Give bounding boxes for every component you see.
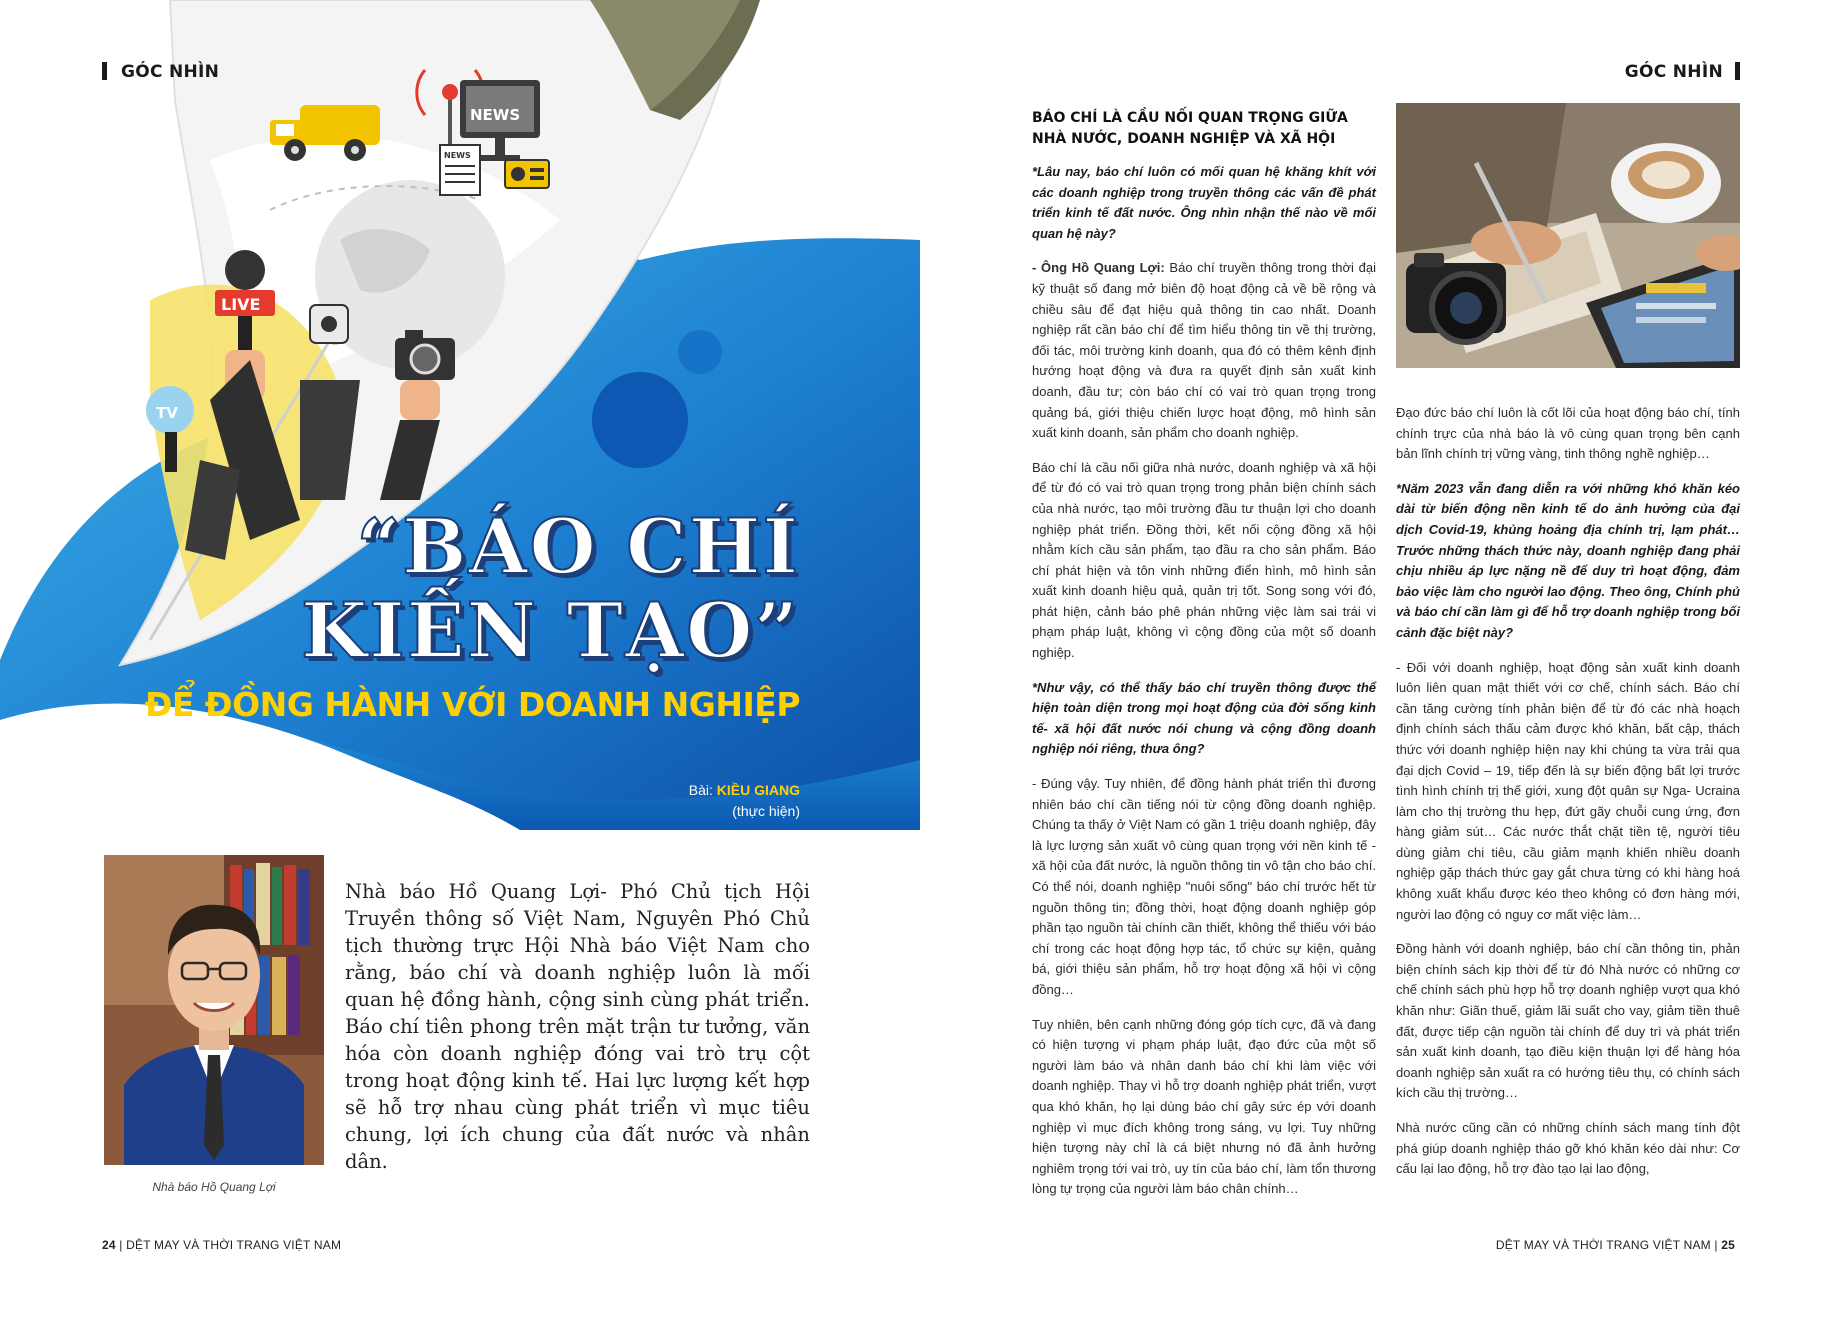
svg-text:NEWS: NEWS — [470, 106, 521, 124]
paragraph-col2-5: Nhà nước cũng cần có những chính sách mang tính đột phá giúp doanh nghiệp tháo gỡ khó khăn kéo dài như: Cơ cấu lại lao động, hỗ trợ đào tạo lại lao động, — [1396, 1120, 1740, 1177]
article-column-2 — [1396, 403, 1740, 1194]
byline-suffix: (thực hiện) — [732, 803, 800, 819]
article-photo — [1396, 103, 1740, 368]
folio-separator: | — [1710, 1238, 1722, 1252]
section-tag-label: GÓC NHÌN — [1624, 62, 1723, 82]
column-heading: BÁO CHÍ LÀ CẦU NỐI QUAN TRỌNG GIỮA NHÀ NƯỚC, DOANH NGHIỆP VÀ XÃ HỘI — [1032, 110, 1348, 147]
article-title — [40, 502, 800, 724]
paragraph-col2-1: Đạo đức báo chí luôn là cốt lõi của hoạt động báo chí, tính chính trực của nhà báo là vô cùng quan trọng bên cạnh bản lĩnh chính trị vững vàng, tinh thông nghề nghiệp… — [1396, 405, 1740, 462]
page-number: 25 — [1721, 1238, 1735, 1252]
svg-text:NEWS: NEWS — [444, 151, 471, 160]
publication-name: DỆT MAY VÀ THỜI TRANG VIỆT NAM — [1495, 1238, 1711, 1252]
right-page — [920, 0, 1840, 1324]
question-1: *Lâu nay, báo chí luôn có mối quan hệ khăng khít với các doanh nghiệp trong truyền thông các vấn đề phát triển kinh tế đất nước. Ông nhìn nhận thế nào về mối quan hệ này? — [1032, 164, 1376, 241]
recorder-icon — [310, 305, 348, 343]
paragraph-col2-4: Đồng hành với doanh nghiệp, báo chí cần thông tin, phản biện chính sách kịp thời để từ đó Nhà nước có những cơ chế chính sách phù hợp hỗ trợ doanh nghiệp vượt qua khó khăn như: Giãn thuế, giảm lãi suất cho vay, giảm tiền thuê đất, được tiếp cận nguồn tài chính để duy trì và phát triển sản xuất kinh doanh, tạo điều kiện thuận lợi để hàng hóa doanh nghiệp sản xuất ra có hướng tiêu thụ, có chính sách kích cầu thị trường… — [1396, 941, 1740, 1101]
answer-1-text: Báo chí truyền thông trong thời đại kỹ thuật số đang mở biên độ hoạt động cả về bề rộng và chiều sâu để đạt hiệu quả thông tin cao nhất. Doanh nghiệp rất cần báo chí để tìm hiểu thông tin về thị trường, đối tác, môi trường kinh doanh, qua đó có thêm kênh định hướng hoạt động và đưa ra quyết định sản xuất kinh doanh, đầu tư; còn báo chí có vai trò quan trọng trong quảng bá, giới thiệu chiến lược hoạt động, mô hình sản xuất kinh doanh, sản phẩm cho doanh nghiệp. — [1032, 260, 1376, 441]
answer-1-speaker: - Ông Hồ Quang Lợi: — [1032, 260, 1165, 276]
section-bar — [1735, 62, 1740, 80]
page-folio-left — [102, 1238, 341, 1252]
question-3: *Năm 2023 vẫn đang diễn ra với những khó khăn kéo dài từ biến động nền kinh tế do ảnh hưởng của đại dịch Covid-19, khủng hoảng địa chính trị, lạm phát… Trước những thách thức này, doanh nghiệp đang phải chịu nhiều áp lực nặng nề để duy trì hoạt động, đảm bảo việc làm cho người lao động. Theo ông, Chính phủ và báo chí cần làm gì để hỗ trợ doanh nghiệp trong bối cảnh đặc biệt này? — [1396, 480, 1740, 640]
byline-author: KIỀU GIANG — [716, 782, 800, 798]
page-number: 24 — [102, 1238, 116, 1252]
answer-1 — [1032, 258, 1376, 443]
intro-paragraph: Nhà báo Hồ Quang Lợi- Phó Chủ tịch Hội Truyền thông số Việt Nam, Nguyên Phó Chủ tịch thường trực Hội Nhà báo Việt Nam cho rằng, báo chí và doanh nghiệp luôn là mối quan hệ đồng hành, cộng sinh cùng phát triển. Báo chí tiên phong trên mặt trận tư tưởng, văn hóa còn doanh nghiệp đóng vai trò trụ cột trong hoạt động kinh tế. Hai lực lượng kết hợp sẽ hỗ trợ nhau cùng phát triển vì mục tiêu chung, lợi ích chung của đất nước và nhân dân. — [345, 880, 810, 1173]
byline-prefix: Bài: — [688, 782, 717, 798]
paragraph-3: Tuy nhiên, bên cạnh những đóng góp tích cực, đã và đang có hiện tượng vi phạm pháp luật, đạo đức của một số người làm báo và nhân danh báo chí khi làm việc với doanh nghiệp. Thay vì hỗ trợ doanh nghiệp phát triển, vượt qua khó khăn, họ lại dùng báo chí gây sức ép với doanh nghiệp vì mục đích không trong sáng, vụ lợi. Tuy những hiện tượng này chỉ là cá biệt nhưng nó đã ảnh hưởng nghiêm trọng tới vai trò, uy tín của báo chí, làm tổn thương lòng tự trọng của người làm báo chân chính… — [1032, 1016, 1376, 1197]
byline — [689, 780, 800, 822]
answer-2: - Đúng vậy. Tuy nhiên, để đồng hành phát triển thì đương nhiên báo chí cần tiếng nói từ cộng đồng doanh nghiệp. Chúng ta thấy ở Việt Nam có gần 1 triệu doanh nghiệp, đây là lực lượng sản xuất vô cùng quan trọng với nền kinh tế - xã hội của đất nước, là nguồn thông tin vô tận cho báo chí. Có thể nói, doanh nghiệp "nuôi sống" báo chí trước hết từ nguồn thông tin; đồng thời, hoạt động doanh nghiệp góp phần tạo nguồn tài chính cần thiết, không thể thiếu với báo chí trong các hoạt động hợp tác, tổ chức sự kiện, quảng bá, giới thiệu sản phẩm, hỗ trợ hoạt động xã hội vì cộng đồng… — [1032, 776, 1376, 997]
radio-icon — [505, 160, 549, 188]
question-2: *Như vậy, có thể thấy báo chí truyền thông được thể hiện toàn diện trong mọi hoạt động của đời sống kinh tế- xã hội đất nước nói chung và cộng đồng doanh nghiệp nói riêng, thưa ông? — [1032, 679, 1376, 757]
title-line-2: KIẾN TẠO” — [301, 586, 800, 675]
answer-3: - Đối với doanh nghiệp, hoạt động sản xuất kinh doanh luôn liên quan mật thiết với cơ chế, chính sách. Báo chí cần tăng cường tính phản biện để từ đó các nhà hoạch định chính sách thấu cảm được khó khăn, bất cập, thách thức với doanh nghiệp hiện nay khi chúng ta vừa trải qua đại dịch Covid – 19, tiếp đến là sự biến động bất lợi trước tình hình chính trị thế giới, xung đột quân sự Nga- Ucraina làm cho thị trường thu hẹp, đứt gãy chuỗi cung ứng, đơn hàng giảm sút… Các nước thắt chặt tiền tệ, người tiêu dùng giảm chi tiêu, cầu giảm mạnh khiến nhiều doanh nghiệp gặp thách thức gay gắt chưa từng có khi hàng hoá không xuất khẩu được kéo theo không có đơn hàng mới, người lao động có nguy cơ mất việc làm… — [1396, 659, 1740, 922]
folio-separator: | — [115, 1238, 127, 1252]
publication-name: DỆT MAY VÀ THỜI TRANG VIỆT NAM — [126, 1238, 342, 1252]
svg-text:LIVE: LIVE — [221, 295, 261, 314]
section-tag — [1625, 62, 1740, 82]
section-bar — [102, 62, 107, 80]
ink-drop — [592, 372, 688, 468]
section-tag-label: GÓC NHÌN — [121, 62, 220, 82]
svg-text:TV: TV — [156, 404, 178, 422]
portrait-caption: Nhà báo Hồ Quang Lợi — [152, 1180, 276, 1194]
paragraph-2: Báo chí là cầu nối giữa nhà nước, doanh nghiệp và xã hội để từ đó có vai trò quan trọng trong phản biện chính sách của nhà nước, tạo môi trường đầu tư thuận lợi cho doanh nghiệp phát triển. Đồng thời, kết nối cộng đồng xã hội nhằm kích cầu sản phẩm, tạo đầu ra cho sản phẩm. Báo chí phát hiện và tôn vinh những điển hình, mô hình sản xuất kinh doanh hiệu quả, quản trị tốt. Song song với đó, phát hiện, cảnh báo phê phán những việc làm sai trái vi phạm pháp luật, không vì cộng đồng của một số doanh nghiệp. — [1032, 459, 1376, 661]
newspaper-icon — [440, 145, 480, 195]
page-folio-right — [1496, 1238, 1735, 1252]
article-subtitle: ĐỂ ĐỒNG HÀNH VỚI DOANH NGHIỆP — [144, 685, 800, 724]
section-tag — [102, 62, 219, 82]
title-line-1: “BÁO CHÍ — [356, 502, 800, 591]
article-column-1 — [1032, 108, 1376, 1214]
portrait-photo — [104, 855, 324, 1165]
